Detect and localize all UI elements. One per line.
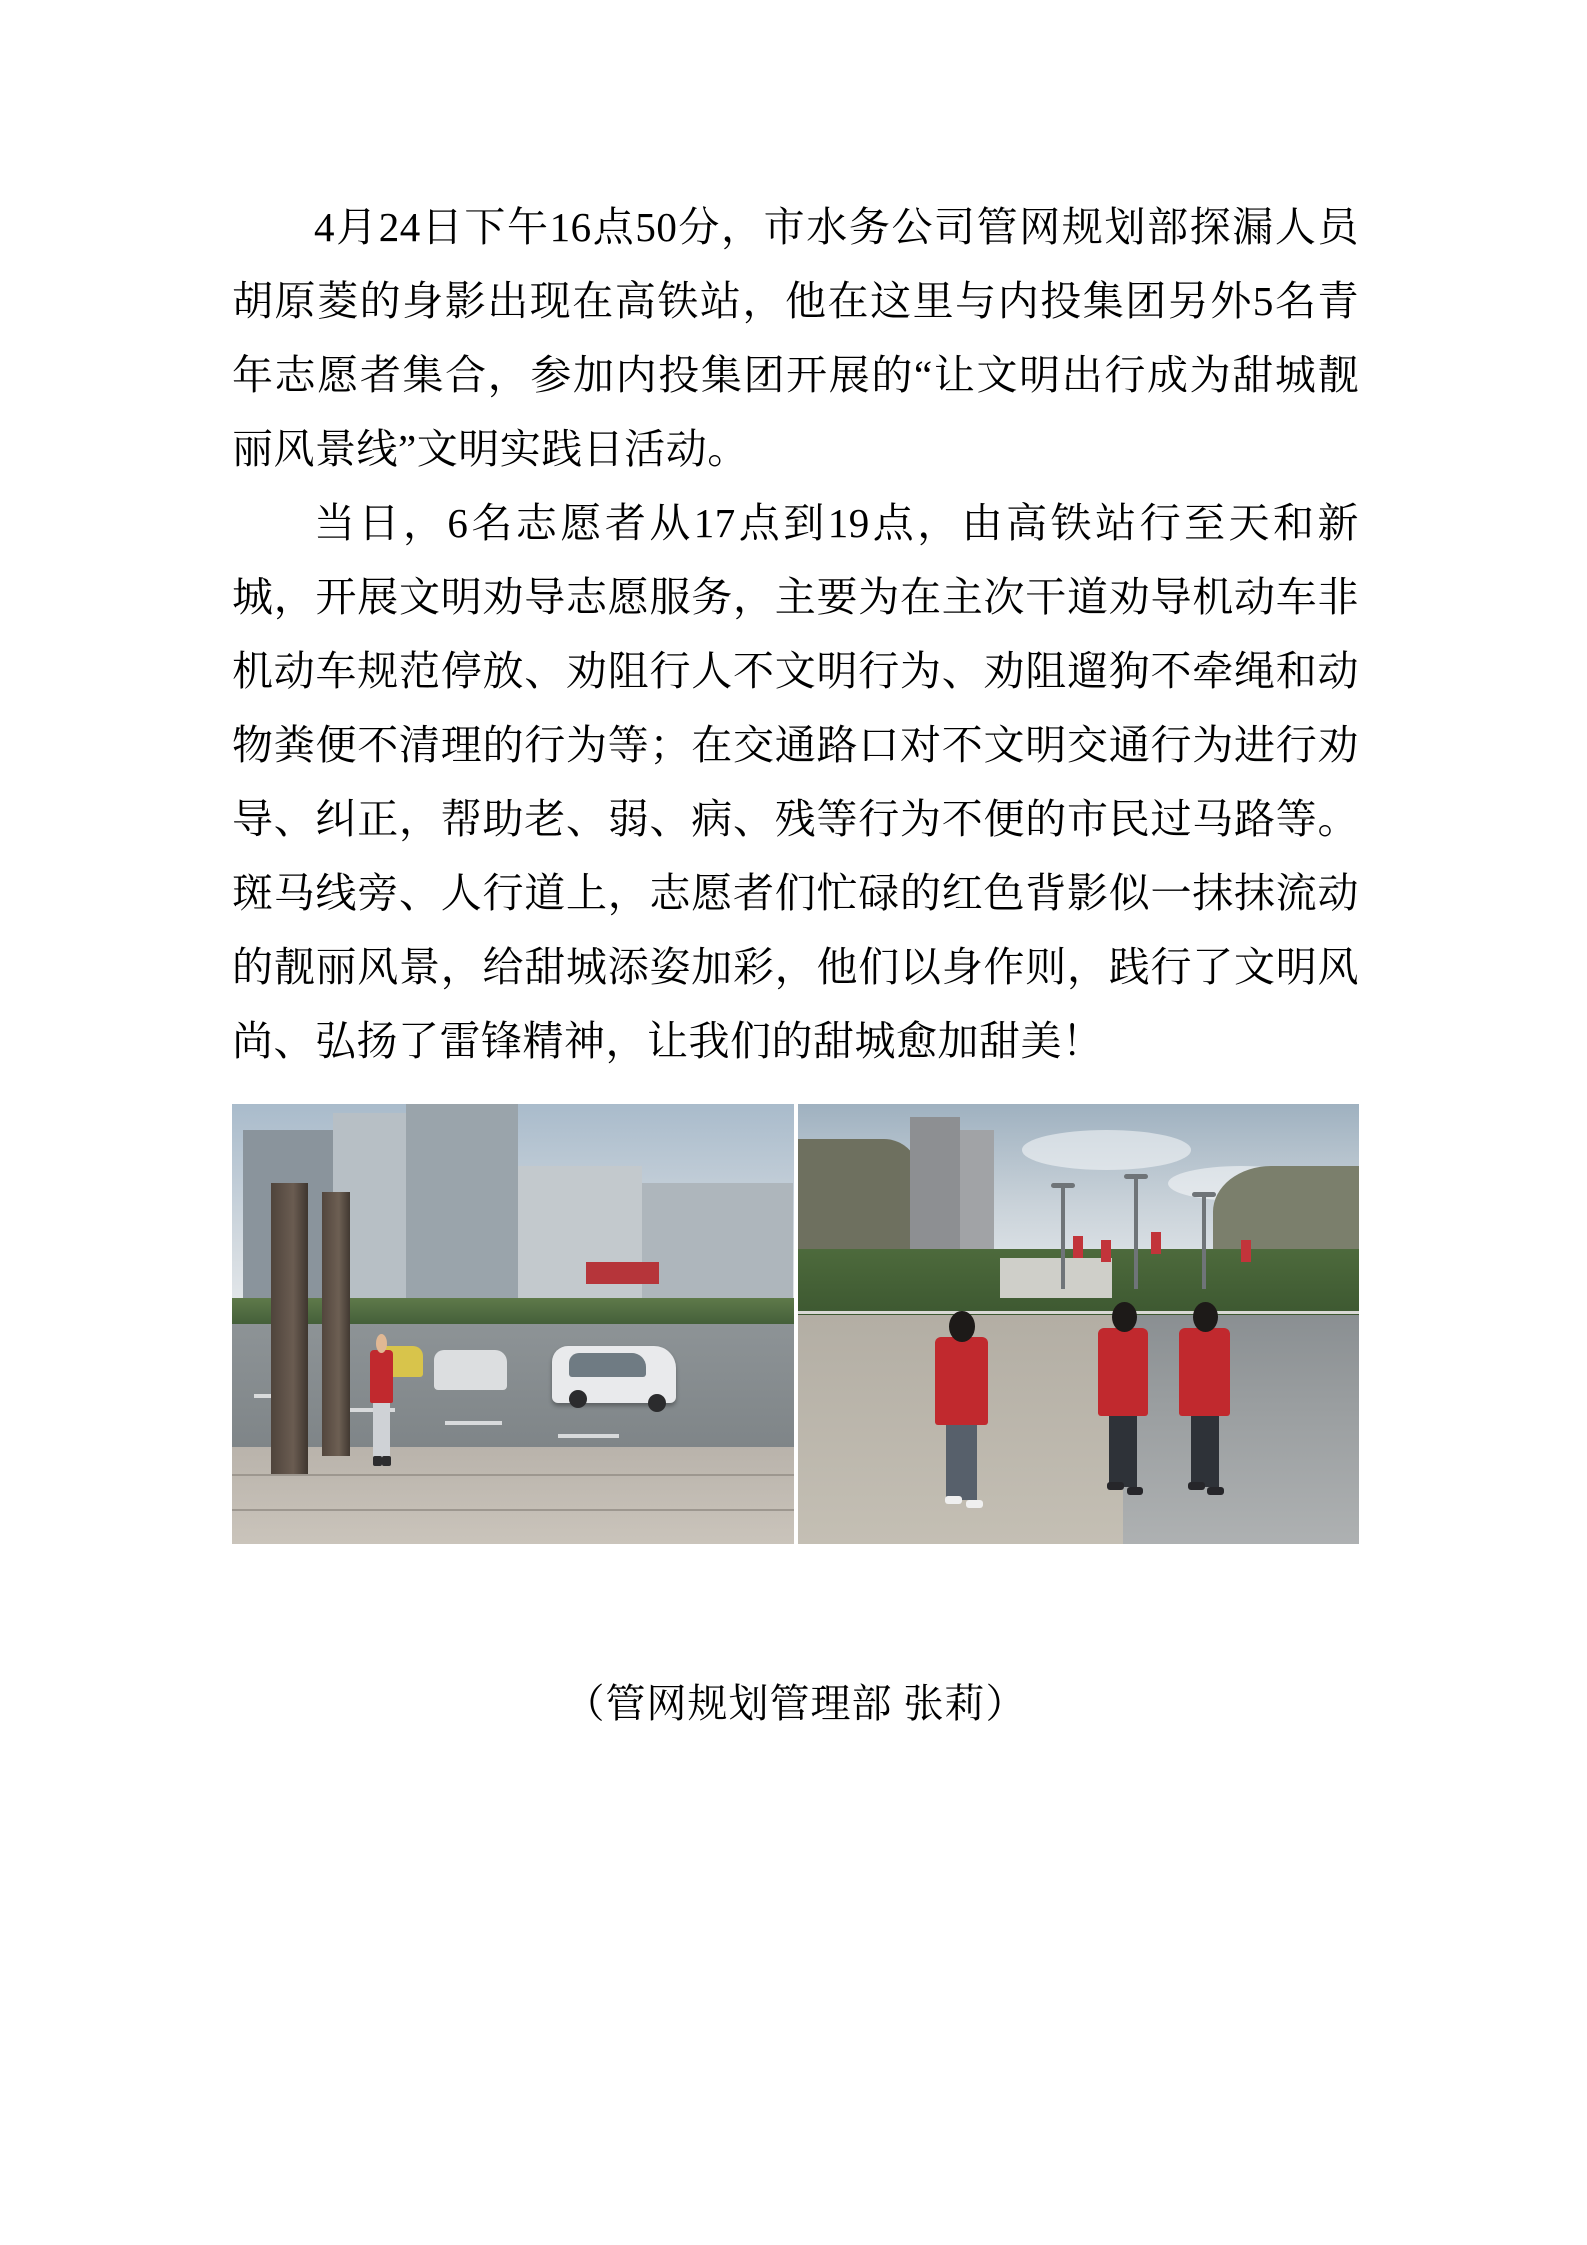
street-pillar-right: [322, 1192, 350, 1456]
building-right-center: [518, 1166, 642, 1307]
red-flag: [1151, 1232, 1161, 1254]
volunteer-legs: [946, 1421, 977, 1500]
signature-line: （管网规划管理部 张莉）: [564, 1681, 1027, 1726]
tower-building-right: [960, 1130, 994, 1266]
volunteer-shoe: [966, 1500, 983, 1508]
cloud: [1022, 1130, 1190, 1170]
street-lamp: [1202, 1192, 1206, 1289]
volunteer-shoe: [1188, 1482, 1205, 1490]
lane-marking: [445, 1421, 501, 1425]
windshield: [569, 1353, 646, 1377]
white-wall: [1000, 1258, 1112, 1298]
red-flag: [1073, 1236, 1083, 1258]
volunteer-legs: [1191, 1412, 1219, 1487]
volunteer-shoe: [382, 1456, 391, 1466]
volunteer-shoe: [1207, 1487, 1224, 1495]
wheel: [569, 1390, 587, 1408]
volunteer-shoe: [1107, 1482, 1124, 1490]
volunteer-red-vest: [370, 1350, 394, 1403]
sidewalk-seam: [232, 1509, 794, 1511]
volunteer-head: [376, 1334, 387, 1353]
volunteer-red-vest: [935, 1337, 988, 1425]
volunteer-shoe: [945, 1496, 962, 1504]
roadway: [232, 1324, 794, 1456]
building-center: [406, 1104, 518, 1306]
street-lamp: [1061, 1183, 1065, 1289]
volunteer-red-vest: [1179, 1328, 1230, 1416]
sidewalk-seam: [232, 1474, 794, 1476]
volunteer-shoe: [373, 1456, 382, 1466]
photo-street-crossing: [232, 1104, 794, 1544]
document-body: [232, 190, 1359, 1544]
volunteer-head: [1193, 1302, 1218, 1332]
photo-volunteers-walking: [798, 1104, 1360, 1544]
volunteer-head: [949, 1311, 975, 1342]
red-signboard: [586, 1262, 659, 1284]
curb-line: [798, 1311, 1360, 1314]
silver-car: [434, 1350, 507, 1390]
red-flag: [1101, 1240, 1111, 1262]
red-flag: [1241, 1240, 1251, 1262]
sidewalk: [232, 1447, 794, 1544]
volunteer-head: [1112, 1302, 1137, 1332]
volunteer-red-vest: [1098, 1328, 1149, 1416]
wheel: [648, 1394, 666, 1412]
paragraph-1: 4月24日下午16点50分，市水务公司管网规划部探漏人员胡原菱的身影出现在高铁站，他在这里与内投集团另外5名青年志愿者集合，参加内投集团开展的“让文明出行成为甜城靓丽风景线”文明实践日活动。: [232, 204, 1359, 472]
tower-building-left: [910, 1117, 961, 1267]
building-far-right: [642, 1183, 794, 1306]
street-lamp: [1134, 1174, 1138, 1288]
street-trees: [232, 1298, 794, 1324]
volunteer-legs: [373, 1401, 390, 1458]
volunteer-legs: [1109, 1412, 1137, 1487]
photo-row: [232, 1104, 1359, 1544]
volunteer-shoe: [1127, 1487, 1144, 1495]
paragraph-2: 当日，6名志愿者从17点到19点，由高铁站行至天和新城，开展文明劝导志愿服务，主要为在主次干道劝导机动车非机动车规范停放、劝阻行人不文明行为、劝阻遛狗不牵绳和动物粪便不清理的行为等；在交通路口对不文明交通行为进行劝导、纠正，帮助老、弱、病、残等行为不便的市民过马路等。斑马线旁、人行道上，志愿者们忙碌的红色背影似一抹抹流动的靓丽风景，给甜城添姿加彩，他们以身作则，践行了文明风尚、弘扬了雷锋精神，让我们的甜城愈加甜美！: [232, 500, 1359, 1064]
street-pillar-left: [271, 1183, 307, 1473]
lane-marking: [558, 1434, 620, 1438]
